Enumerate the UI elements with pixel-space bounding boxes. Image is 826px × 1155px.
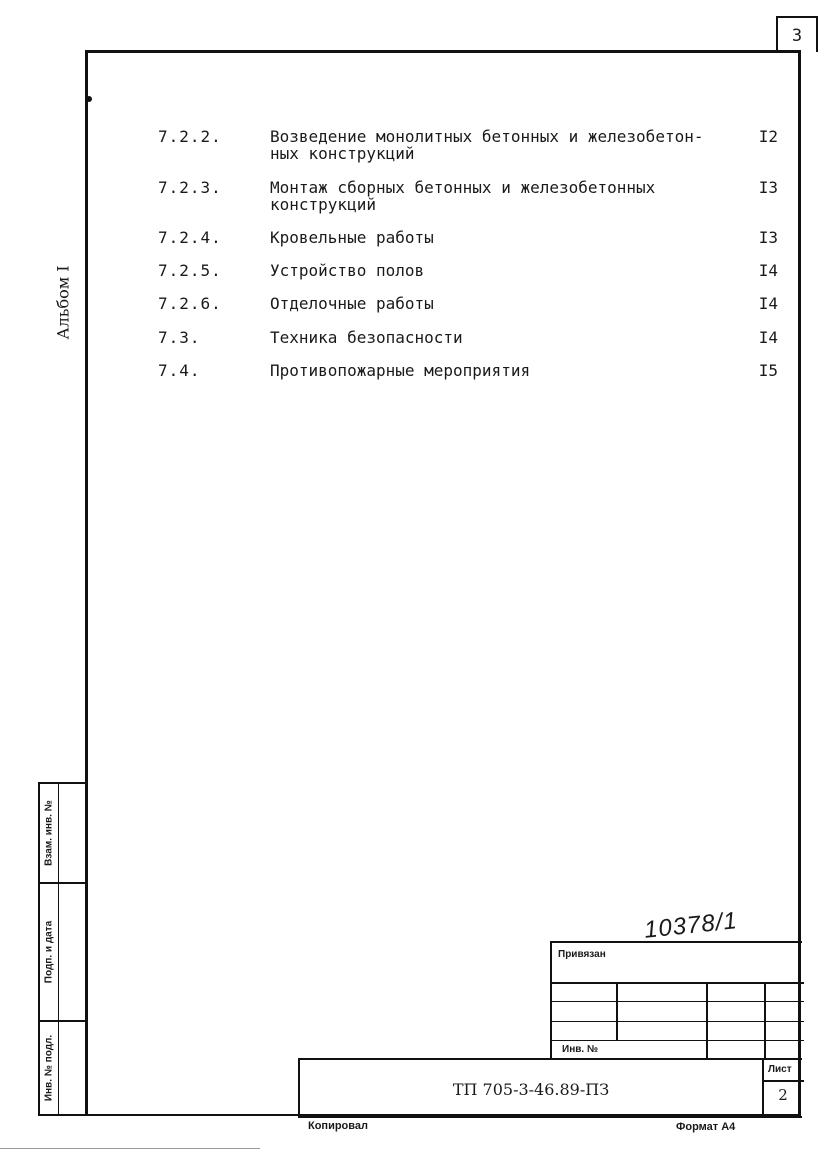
- sheet-number: 2: [778, 1086, 788, 1104]
- album-label: Альбом I: [53, 265, 73, 340]
- toc-page: I3: [758, 178, 778, 197]
- stamp-divider: [616, 982, 618, 1040]
- toc-page: I3: [758, 228, 778, 247]
- toc-number: 7.4.: [158, 361, 201, 380]
- side-cell-podp: [38, 883, 85, 1021]
- side-cell-vzam: [38, 782, 85, 883]
- privyazan-label: Привязан: [558, 949, 606, 960]
- format-label: Формат А4: [676, 1121, 736, 1133]
- corner-page-number: 3: [776, 16, 818, 52]
- stamp-divider: [552, 982, 804, 984]
- stamp-divider: [762, 1080, 804, 1082]
- side-label-vzam: Взам. инв. №: [39, 784, 59, 882]
- toc-page: I5: [758, 361, 778, 380]
- scan-edge-line: [0, 1148, 260, 1149]
- toc-number: 7.2.3.: [158, 178, 222, 197]
- document-designation: ТП 705-3-46.89-ПЗ: [452, 1079, 610, 1099]
- toc-page: I4: [758, 294, 778, 313]
- stamp-divider: [552, 1021, 804, 1022]
- toc-number: 7.2.2.: [158, 127, 222, 146]
- toc-title: Противопожарные мероприятия: [270, 361, 531, 380]
- stamp-divider: [552, 1040, 804, 1041]
- stamp-divider: [764, 982, 766, 1060]
- toc-page: I4: [758, 328, 778, 347]
- toc-number: 7.2.6.: [158, 294, 222, 313]
- side-label-podp: Подп. и дата: [39, 884, 59, 1020]
- toc-title: Техника безопасности: [270, 328, 463, 347]
- title-block: [298, 1058, 802, 1118]
- toc-page: I2: [758, 127, 778, 146]
- toc-number: 7.3.: [158, 328, 201, 347]
- toc-number: 7.2.4.: [158, 228, 222, 247]
- inv-no-label: Инв. №: [562, 1044, 599, 1055]
- toc-title: Возведение монолитных бетонных и железобетон- ных конструкций: [270, 127, 704, 163]
- toc-title: Отделочные работы: [270, 294, 434, 313]
- privyazan-block: [550, 941, 802, 1060]
- stamp-divider: [552, 1001, 804, 1002]
- side-stamp-strip: [38, 782, 85, 1116]
- toc-list: [0, 0, 826, 400]
- side-cell-inv: [38, 1021, 85, 1116]
- toc-title: Устройство полов: [270, 261, 425, 280]
- toc-title: Монтаж сборных бетонных и железобетонных конструкций: [270, 178, 656, 214]
- handwritten-number: 10378/1: [642, 907, 739, 944]
- copied-by-label: Копировал: [308, 1120, 369, 1132]
- toc-page: I4: [758, 261, 778, 280]
- side-label-inv: Инв. № подл.: [39, 1022, 59, 1114]
- toc-title: Кровельные работы: [270, 228, 434, 247]
- stamp-divider: [706, 982, 708, 1060]
- sheet-label: Лист: [768, 1064, 792, 1075]
- toc-number: 7.2.5.: [158, 261, 222, 280]
